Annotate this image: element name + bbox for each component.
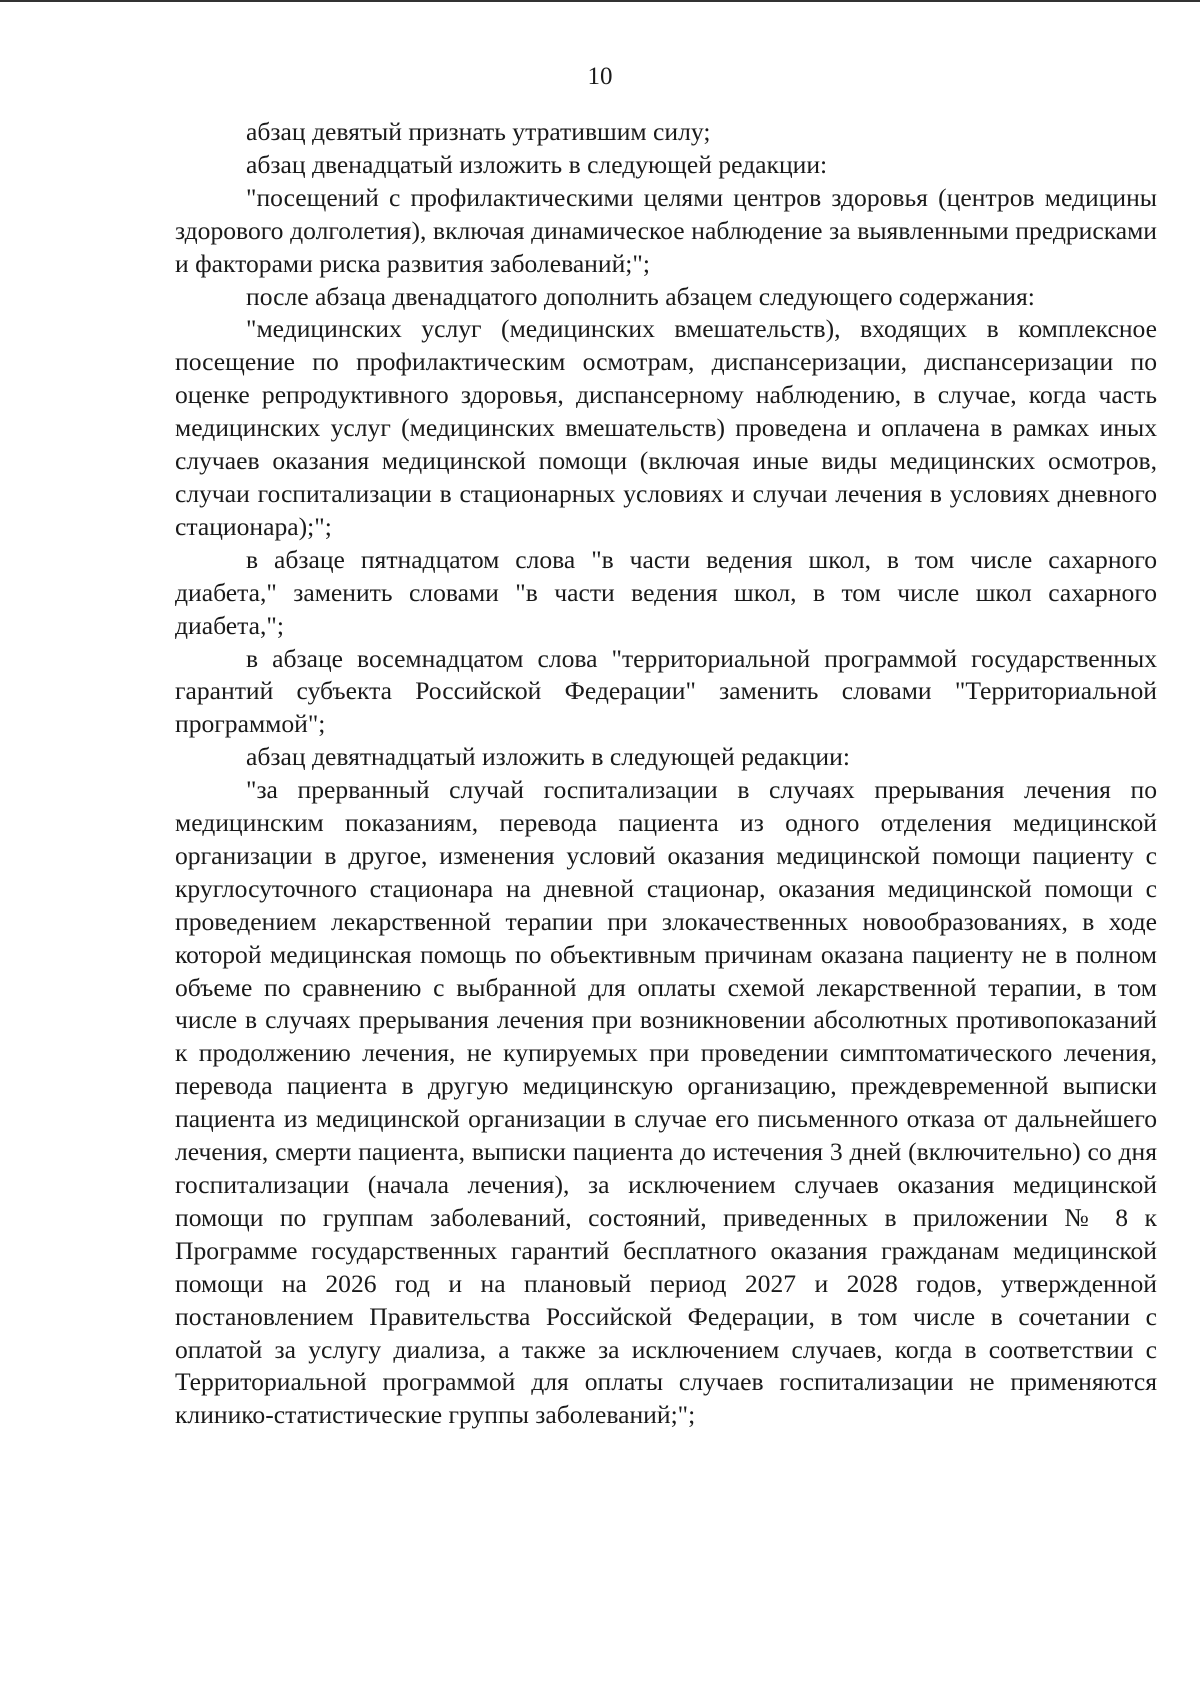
paragraph-8: абзац девятнадцатый изложить в следующей редакции: [246,742,850,772]
paragraph-1: абзац девятый признать утратившим силу; [246,117,711,146]
paragraph-6: в абзаце пятнадцатом слова "в части ведения школ, в том числе сахарного диабета," заменить словами "в части ведения школ, в том числе школ сахарного диабета,"; [175,544,1157,640]
paragraph-9: "за прерванный случай госпитализации в случаях прерывания лечения по медицинским показаниям, перевода пациента из одного отделения медицинской организации в другое, изменения условий оказания медицинской помощи пациенту с круглосуточного стационара на дневной стационар, оказания медицинской помощи с проведением лекарственной терапии при злокачественных новообразованиях, в ходе которой медицинская помощь по объективным причинам оказана пациенту не в полном объеме по сравнению с выбранной для оплаты схемой лекарственной терапии, в том числе в случаях прерывания лечения при возникновении абсолютных противопоказаний к продолжению лечения, не купируемых при проведении симптоматического лечения, перевода пациента в другую медицинскую организацию, преждевременной выписки пациента из медицинской организации в случае его письменного отказа от дальнейшего лечения, смерти пациента, выписки пациента до истечения 3 дней (включительно) со дня госпитализации (начала лечения), за исключением случаев оказания медицинской помощи по группам заболеваний, состояний, приведенных в приложении № 8 к Программе государственных гарантий бесплатного оказания гражданам медицинской помощи на 2026 год и на плановый период 2027 и 2028 годов, утвержденной постановлением Правительства Российской Федерации, в том числе в сочетании с оплатой за услугу диализа, а также за исключением случаев, когда в соответствии с Территориальной программой для оплаты случаев госпитализации не применяются клинико-статистические группы заболеваний;"; [175,775,1157,1430]
paragraph-5: "медицинских услуг (медицинских вмешательств), входящих в комплексное посещение по профилактическим осмотрам, диспансеризации, диспансеризации по оценке репродуктивного здоровья, диспансерному наблюдению, в случае, когда часть медицинских услуг (медицинских вмешательств) проведена и оплачена в рамках иных случаев оказания медицинской помощи (включая иные виды медицинских осмотров, случаи госпитализации в стационарных условиях и случаи лечения в условиях дневного стационара);"; [175,314,1157,541]
paragraph-4: после абзаца двенадцатого дополнить абзацем следующего содержания: [246,281,1035,311]
document-body [175,116,1157,1432]
paragraph-7: в абзаце восемнадцатом слова "территориальной программой государственных гарантий субъекта Российской Федерации" заменить словами "Территориальной программой"; [175,643,1157,739]
page-number: 10 [587,63,613,90]
paragraph-3: "посещений с профилактическими целями центров здоровья (центров медицины здорового долголетия), включая динамическое наблюдение за выявленными предрисками и факторами риска развития заболеваний;"; [175,182,1157,278]
paragraph-2: абзац двенадцатый изложить в следующей редакции: [246,149,828,179]
scan-top-edge-line [0,0,1200,2]
